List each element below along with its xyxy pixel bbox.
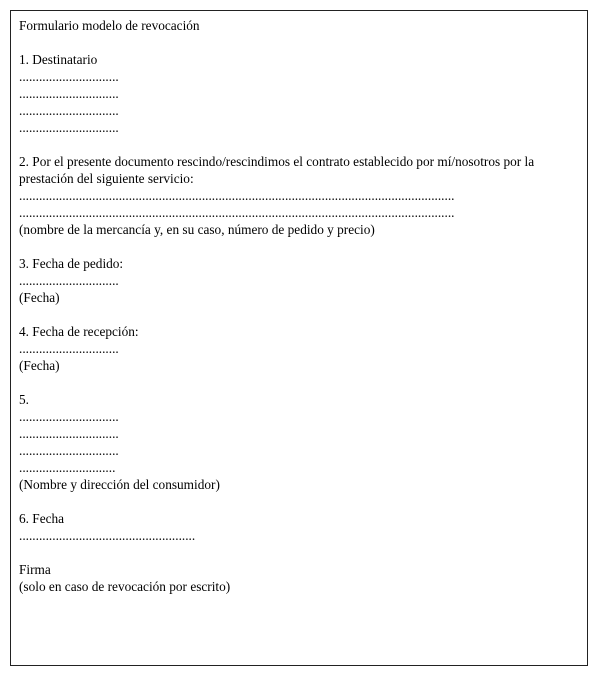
section-1-heading: 1. Destinatario [19, 52, 98, 67]
signature-heading: Firma [19, 562, 51, 577]
order-date-line: .............................. [19, 273, 119, 288]
consumer-line-2: .............................. [19, 426, 119, 441]
date-line: ..................................................... [19, 528, 196, 543]
recipient-line-1: .............................. [19, 69, 119, 84]
section-3-caption: (Fecha) [19, 290, 60, 305]
spacer [19, 136, 579, 153]
spacer [19, 306, 579, 323]
consumer-line-3: .............................. [19, 443, 119, 458]
service-line-2: ................................................................................................................................... [19, 205, 455, 220]
spacer [19, 238, 579, 255]
section-2-caption: (nombre de la mercancía y, en su caso, número de pedido y precio) [19, 222, 375, 237]
signature-caption: (solo en caso de revocación por escrito) [19, 579, 231, 594]
revocation-form [10, 10, 588, 666]
recipient-line-4: .............................. [19, 120, 119, 135]
section-4-heading: 4. Fecha de recepción: [19, 324, 139, 339]
consumer-line-1: .............................. [19, 409, 119, 424]
section-5-heading: 5. [19, 392, 29, 407]
section-2-text: 2. Por el presente documento rescindo/rescindimos el contrato establecido por mí/nosotros por la prestación del siguiente servicio: [19, 154, 535, 186]
service-line-1: ................................................................................................................................... [19, 188, 455, 203]
recipient-line-2: .............................. [19, 86, 119, 101]
spacer [19, 374, 579, 391]
section-3-heading: 3. Fecha de pedido: [19, 256, 124, 271]
spacer [19, 34, 579, 51]
receipt-date-line: .............................. [19, 341, 119, 356]
form-title: Formulario modelo de revocación [19, 18, 200, 33]
section-4-caption: (Fecha) [19, 358, 60, 373]
section-6-heading: 6. Fecha [19, 511, 65, 526]
section-5-caption: (Nombre y dirección del consumidor) [19, 477, 220, 492]
recipient-line-3: .............................. [19, 103, 119, 118]
spacer [19, 493, 579, 510]
spacer [19, 544, 579, 561]
consumer-line-4: ............................. [19, 460, 116, 475]
